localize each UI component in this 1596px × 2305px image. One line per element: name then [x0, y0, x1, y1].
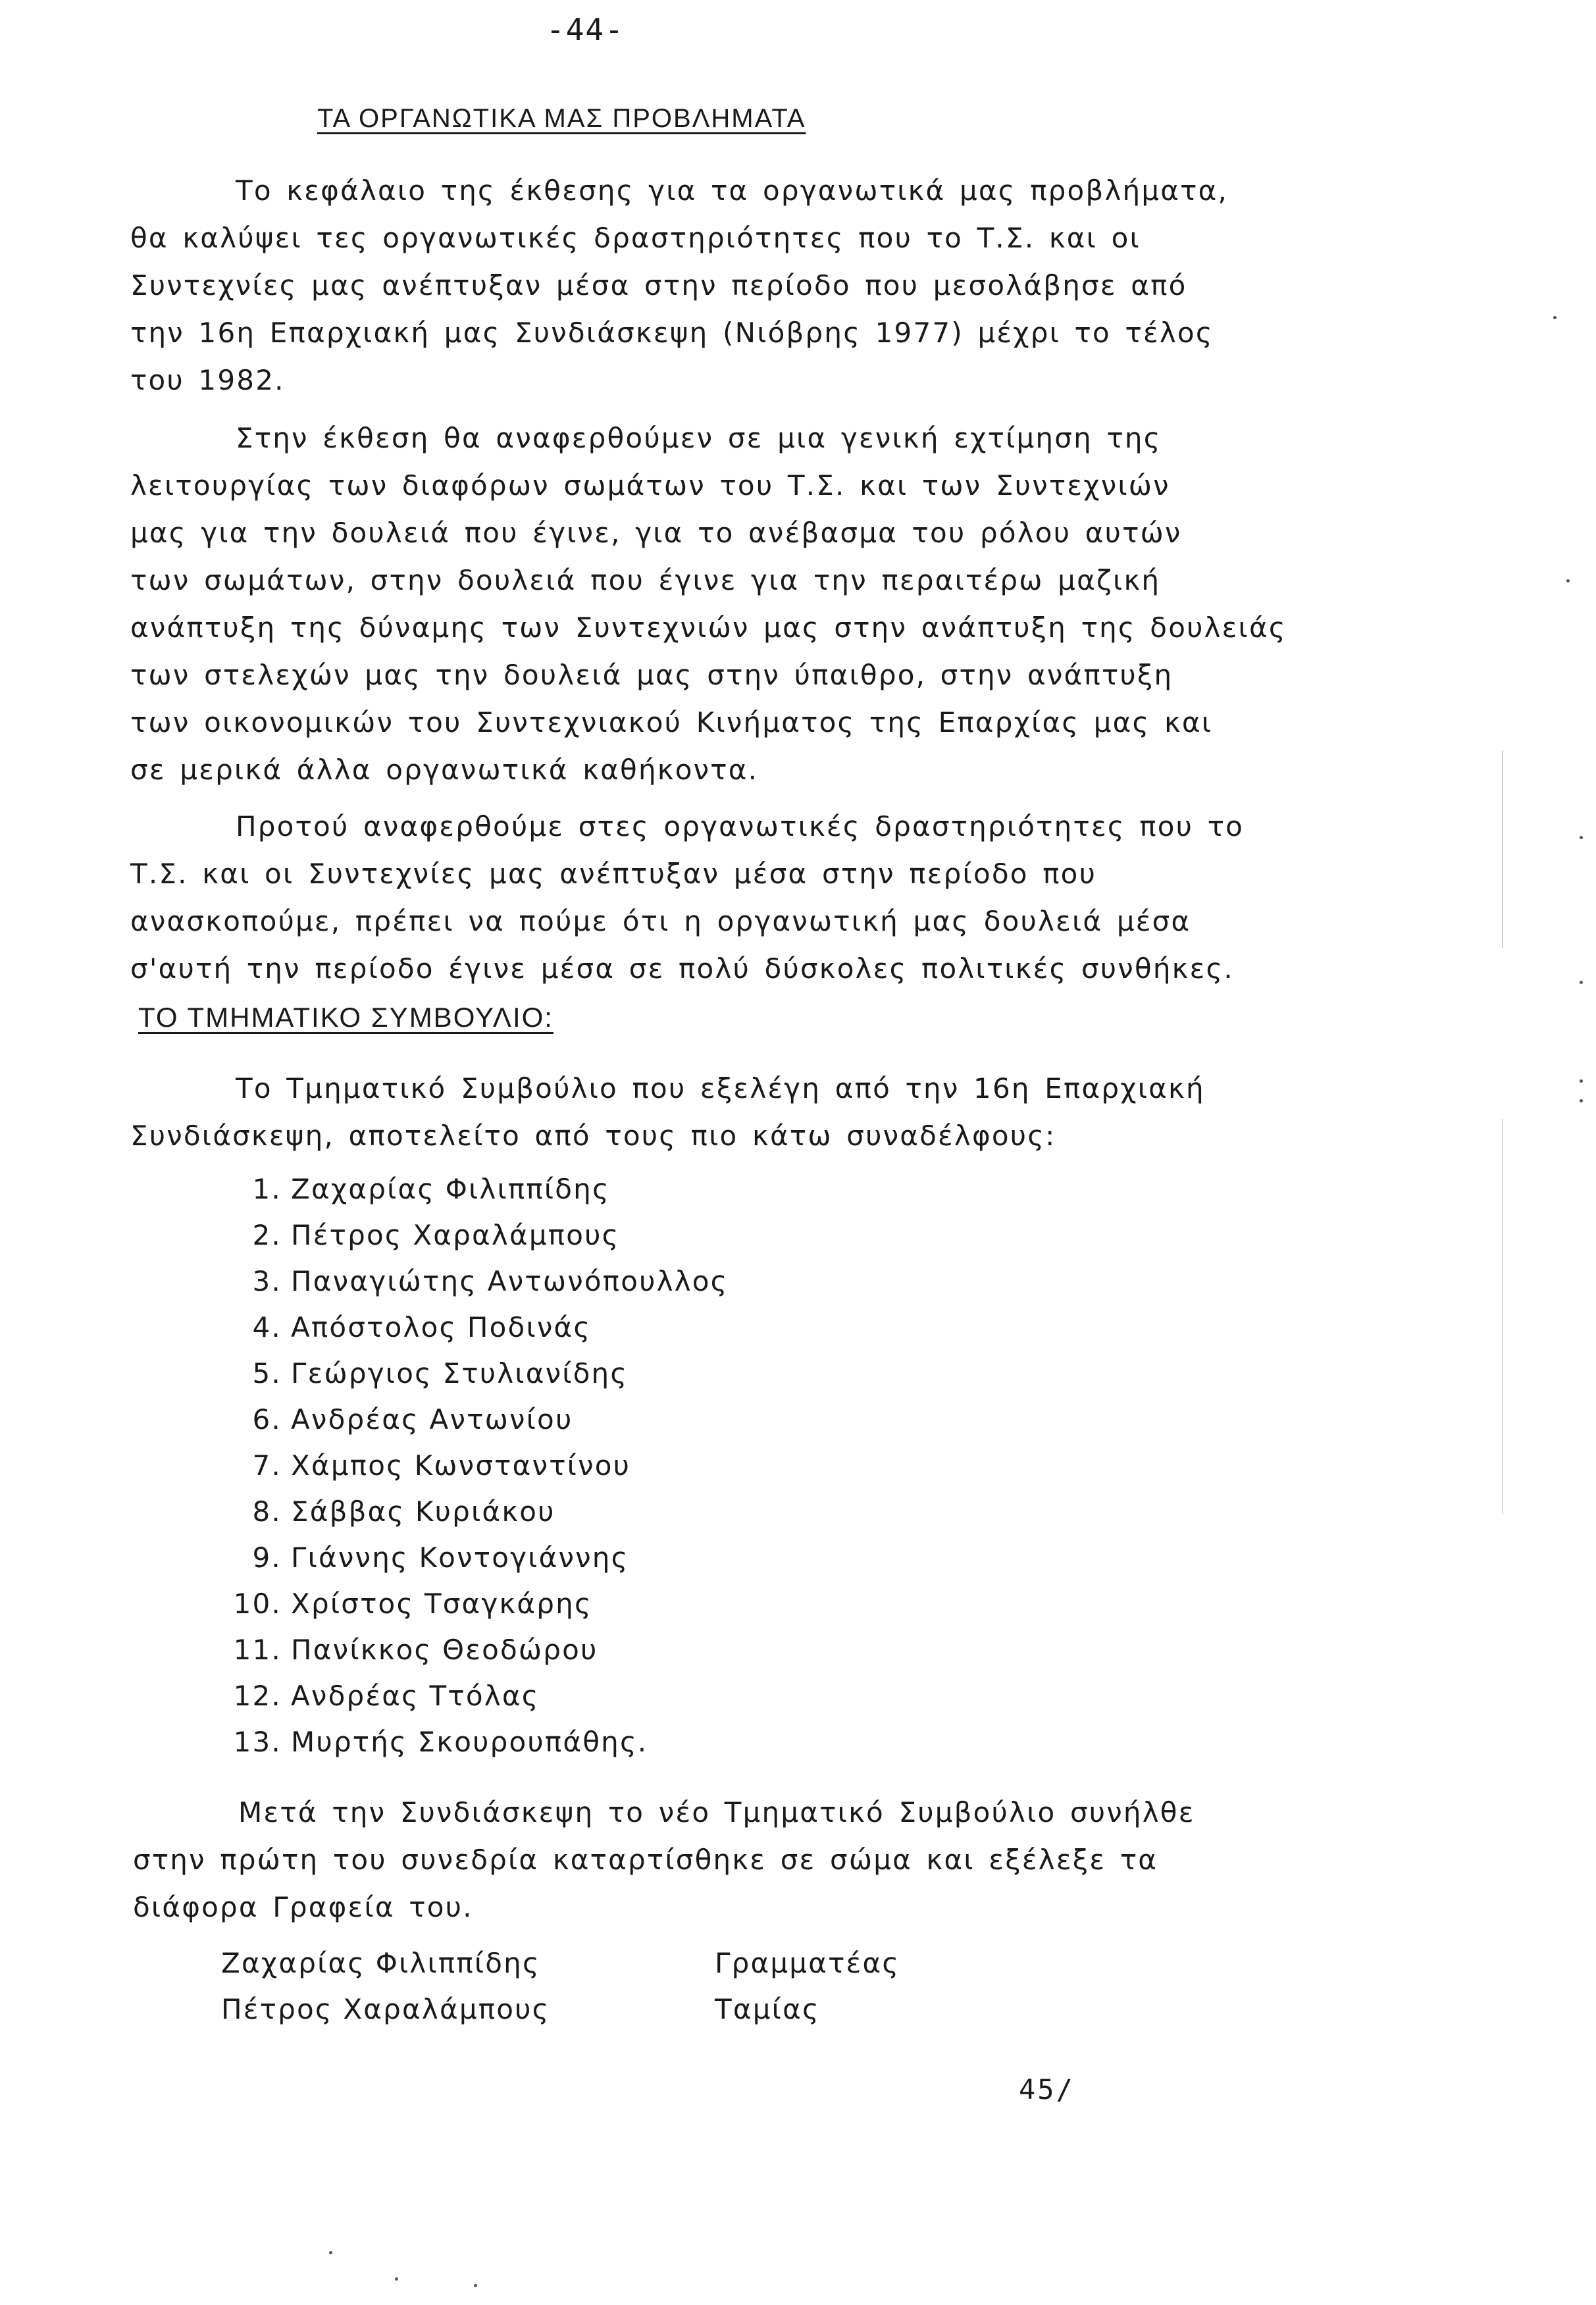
list-item-name: Πανίκκος Θεοδώρου: [291, 1634, 598, 1666]
list-item-name: Χάμπος Κωνσταντίνου: [291, 1449, 631, 1482]
list-item-number: 11.: [233, 1634, 282, 1666]
paragraph-conditions: [130, 803, 1381, 993]
list-item-name: Γεώργιος Στυλιανίδης: [291, 1357, 629, 1389]
paragraph-report-scope: [130, 415, 1381, 794]
list-item-name: Ανδρέας Ττόλας: [291, 1680, 540, 1712]
scan-speck: [1580, 836, 1583, 839]
paragraph-line: των στελεχών μας την δουλειά μας στην ύπαιθρο, στην ανάπτυξη: [130, 659, 1173, 691]
scan-speck: [1580, 1099, 1583, 1102]
council-member-list: [197, 1166, 729, 1765]
list-item: [197, 1443, 729, 1489]
list-item: [197, 1719, 729, 1765]
list-item: [197, 1351, 729, 1397]
list-item-number: 6.: [252, 1403, 282, 1436]
paragraph-line: ανασκοπούμε, πρέπει να πούμε ότι η οργανωτική μας δουλειά μέσα: [130, 905, 1191, 937]
paragraph-line: των οικονομικών του Συντεχνιακού Κινήματος της Επαρχίας μας και: [130, 706, 1213, 738]
scan-speck: [1566, 579, 1570, 583]
list-item-name: Γιάννης Κοντογιάννης: [291, 1541, 629, 1574]
list-item-name: Ζαχαρίας Φιλιππίδης: [291, 1173, 610, 1205]
list-item-number: 4.: [252, 1311, 282, 1343]
list-item: [197, 1212, 729, 1258]
role-title: Γραμματέας: [715, 1947, 900, 1979]
scan-speck: [474, 2284, 477, 2287]
paragraph-after-conference: [133, 1789, 1383, 1931]
scan-speck: [1580, 981, 1583, 984]
page-number: -44-: [546, 12, 625, 47]
list-item: [197, 1397, 729, 1443]
list-item-number: 10.: [233, 1588, 282, 1620]
list-item: [197, 1581, 729, 1627]
list-item-number: 2.: [252, 1219, 282, 1251]
list-item-number: 13.: [233, 1726, 282, 1758]
paragraph-line: λειτουργίας των διαφόρων σωμάτων του Τ.Σ. και των Συντεχνιών: [130, 469, 1170, 502]
list-item-number: 8.: [252, 1495, 282, 1528]
list-item-name: Μυρτής Σκουρουπάθης.: [291, 1726, 648, 1758]
list-item-name: Απόστολος Ποδινάς: [291, 1311, 592, 1343]
role-row: [221, 1940, 900, 1986]
paragraph-intro: [130, 167, 1381, 404]
scan-margin-mark: [1502, 750, 1503, 948]
paragraph-line: θα καλύψει τες οργανωτικές δραστηριότητες που το Τ.Σ. και οι: [130, 222, 1141, 254]
list-item-number: 5.: [252, 1357, 282, 1389]
paragraph-line: ανάπτυξη της δύναμης των Συντεχνιών μας στην ανάπτυξη της δουλειάς: [130, 611, 1287, 644]
paragraph-line: μας για την δουλειά που έγινε, για το ανέβασμα του ρόλου αυτών: [130, 517, 1182, 549]
continuation-marker: 45/: [1019, 2073, 1075, 2106]
list-item: [197, 1489, 729, 1535]
paragraph-line: Τ.Σ. και οι Συντεχνίες μας ανέπτυξαν μέσα στην περίοδο που: [130, 858, 1097, 890]
list-item: [197, 1305, 729, 1351]
list-item-name: Ανδρέας Αντωνίου: [291, 1403, 573, 1436]
role-row: [221, 1986, 900, 2033]
role-title: Ταμίας: [715, 1993, 820, 2025]
list-item-name: Χρίστος Τσαγκάρης: [291, 1588, 592, 1620]
list-item: [197, 1673, 729, 1719]
list-item: [197, 1258, 729, 1305]
paragraph-line: σε μερικά άλλα οργανωτικά καθήκοντα.: [130, 754, 759, 786]
paragraph-line: την 16η Επαρχιακή μας Συνδιάσκεψη (Νιόβρης 1977) μέχρι το τέλος: [130, 317, 1214, 349]
list-item-name: Σάββας Κυριάκου: [291, 1495, 555, 1528]
paragraph-line: στην πρώτη του συνεδρία καταρτίσθηκε σε σώμα και εξέλεξε τα: [133, 1844, 1158, 1876]
scan-margin-mark: [1502, 1119, 1503, 1514]
scan-speck: [1553, 316, 1557, 319]
paragraph-line: Το Τμηματικό Συμβούλιο που εξελέγη από την 16η Επαρχιακή: [236, 1072, 1205, 1104]
scan-speck: [329, 2251, 332, 2254]
role-holder-name: Πέτρος Χαραλάμπους: [221, 1993, 550, 2025]
list-item: [197, 1166, 729, 1212]
paragraph-line: σ'αυτή την περίοδο έγινε μέσα σε πολύ δύσκολες πολιτικές συνθήκες.: [130, 952, 1234, 985]
scan-speck: [395, 2277, 398, 2281]
list-item-number: 9.: [252, 1541, 282, 1574]
list-item-number: 7.: [252, 1449, 282, 1482]
paragraph-line: Μετά την Συνδιάσκεψη το νέο Τμηματικό Συμβούλιο συνήλθε: [238, 1796, 1195, 1828]
paragraph-line: Στην έκθεση θα αναφερθούμεν σε μια γενική εχτίμηση της: [236, 422, 1162, 454]
list-item: [197, 1535, 729, 1581]
list-item-number: 3.: [252, 1265, 282, 1297]
paragraph-line: του 1982.: [130, 364, 285, 396]
list-item-name: Παναγιώτης Αντωνόπουλλος: [291, 1265, 729, 1297]
subheading-council: ΤΟ ΤΜΗΜΑΤΙΚΟ ΣΥΜΒΟΥΛΙΟ:: [138, 1002, 553, 1033]
paragraph-line: Συνδιάσκεψη, αποτελείτο από τους πιο κάτω συναδέλφους:: [130, 1120, 1056, 1152]
paragraph-line: Προτού αναφερθούμε στες οργανωτικές δραστηριότητες που το: [236, 810, 1245, 842]
paragraph-council-intro: [130, 1065, 1381, 1160]
office-roles: [221, 1940, 900, 2033]
role-holder-name: Ζαχαρίας Φιλιππίδης: [221, 1947, 540, 1979]
paragraph-line: Το κεφάλαιο της έκθεσης για τα οργανωτικά μας προβλήματα,: [236, 174, 1229, 207]
list-item-number: 12.: [233, 1680, 282, 1712]
scan-speck: [1580, 1079, 1583, 1083]
list-item-number: 1.: [252, 1173, 282, 1205]
paragraph-line: Συντεχνίες μας ανέπτυξαν μέσα στην περίοδο που μεσολάβησε από: [130, 269, 1187, 301]
section-title: ΤΑ ΟΡΓΑΝΩΤΙΚΑ ΜΑΣ ΠΡΟΒΛΗΜΑΤΑ: [317, 104, 806, 133]
paragraph-line: των σωμάτων, στην δουλειά που έγινε για την περαιτέρω μαζική: [130, 564, 1161, 596]
paragraph-line: διάφορα Γραφεία του.: [133, 1891, 473, 1923]
list-item: [197, 1627, 729, 1673]
list-item-name: Πέτρος Χαραλάμπους: [291, 1219, 620, 1251]
